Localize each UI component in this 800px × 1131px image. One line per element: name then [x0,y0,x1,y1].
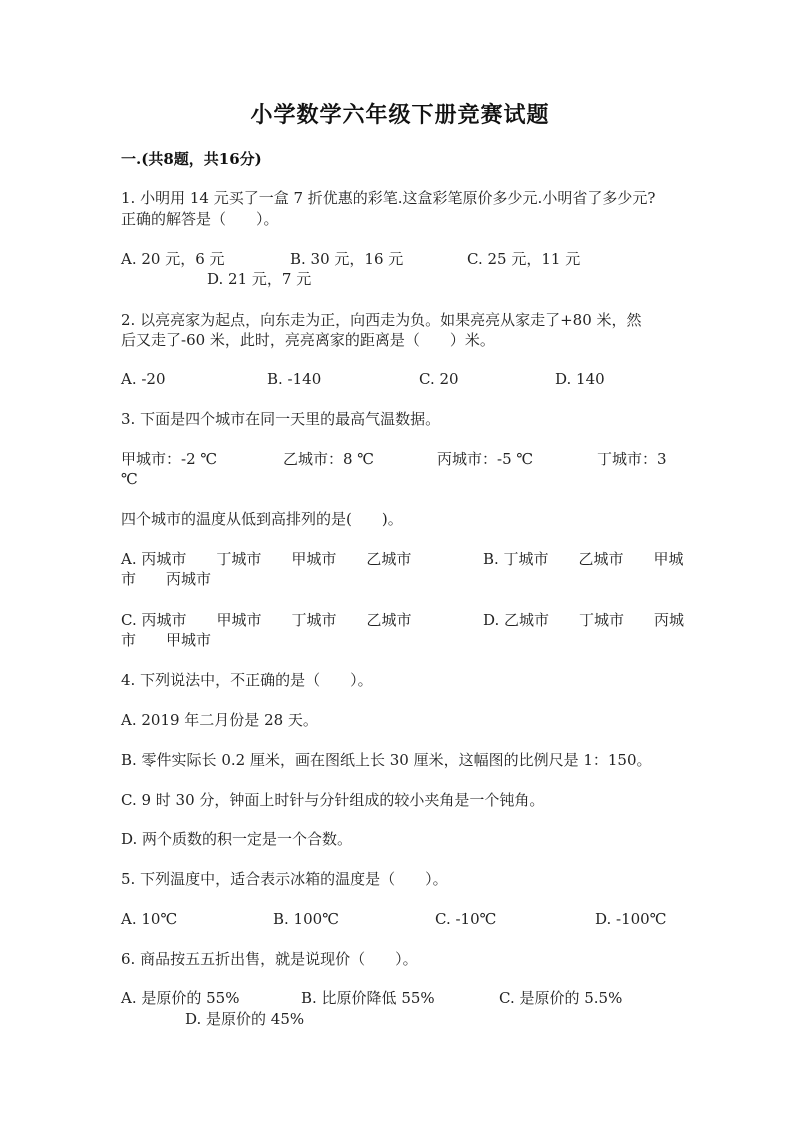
q4-option-a: A. 2019 年二月份是 28 天。 [121,711,318,729]
q6-option-c: C. 是原价的 5.5% [499,989,623,1007]
q1-option-b: B. 30 元，16 元 [290,250,404,268]
q3-data-b: 乙城市：8 ℃ [283,450,375,468]
q5-option-b: B. 100℃ [273,910,339,928]
q3-data-a: 甲城市：-2 ℃ [121,450,218,468]
q2-stem-line2: 后又走了-60 米，此时，亮亮离家的距离是（ ）米。 [121,331,495,349]
q5-stem: 5. 下列温度中，适合表示冰箱的温度是（ ）。 [121,870,448,888]
q3-option-b-line1: B. 丁城市 乙城市 甲城 [483,550,684,568]
q3-data-wrap: ℃ [121,470,138,488]
q2-option-b: B. -140 [267,370,322,388]
q5-option-d: D. -100℃ [595,910,667,928]
q4-option-d: D. 两个质数的积一定是一个合数。 [121,830,353,848]
q1-option-c: C. 25 元，11 元 [467,250,581,268]
q5-option-a: A. 10℃ [121,910,178,928]
q3-option-c: C. 丙城市 甲城市 丁城市 乙城市 [121,611,412,629]
q6-option-a: A. 是原价的 55% [121,989,240,1007]
q2-option-a: A. -20 [121,370,166,388]
section-heading: 一.(共8题，共16分) [121,150,262,168]
q3-data-d: 丁城市：3 [597,450,667,468]
q3-option-b-line2: 市 丙城市 [121,570,212,588]
q3-stem: 3. 下面是四个城市在同一天里的最高气温数据。 [121,410,441,428]
q1-stem-line1: 1. 小明用 14 元买了一盒 7 折优惠的彩笔.这盒彩笔原价多少元.小明省了多少元? [121,189,656,207]
q2-option-c: C. 20 [419,370,459,388]
q2-stem-line1: 2. 以亮亮家为起点，向东走为正，向西走为负。如果亮亮从家走了+80 米，然 [121,311,642,329]
q2-option-d: D. 140 [555,370,605,388]
q6-option-d: D. 是原价的 45% [185,1010,305,1028]
q5-option-c: C. -10℃ [435,910,497,928]
q3-question: 四个城市的温度从低到高排列的是( )。 [121,510,403,528]
q4-option-c: C. 9 时 30 分，钟面上时针与分针组成的较小夹角是一个钝角。 [121,791,545,809]
q3-option-d-line2: 市 甲城市 [121,631,212,649]
page-title: 小学数学六年级下册竞赛试题 [250,102,550,128]
q4-stem: 4. 下列说法中，不正确的是（ ）。 [121,671,373,689]
q1-stem-line2: 正确的解答是（ ）。 [121,210,279,228]
q3-option-a: A. 丙城市 丁城市 甲城市 乙城市 [121,550,412,568]
q3-data-c: 丙城市：-5 ℃ [437,450,534,468]
q6-stem: 6. 商品按五五折出售，就是说现价（ ）。 [121,950,418,968]
q1-option-d: D. 21 元，7 元 [207,270,312,288]
q4-option-b: B. 零件实际长 0.2 厘米，画在图纸上长 30 厘米，这幅图的比例尺是 1：150。 [121,751,652,769]
q1-option-a: A. 20 元，6 元 [121,250,225,268]
q6-option-b: B. 比原价降低 55% [301,989,435,1007]
q3-option-d-line1: D. 乙城市 丁城市 丙城 [483,611,685,629]
